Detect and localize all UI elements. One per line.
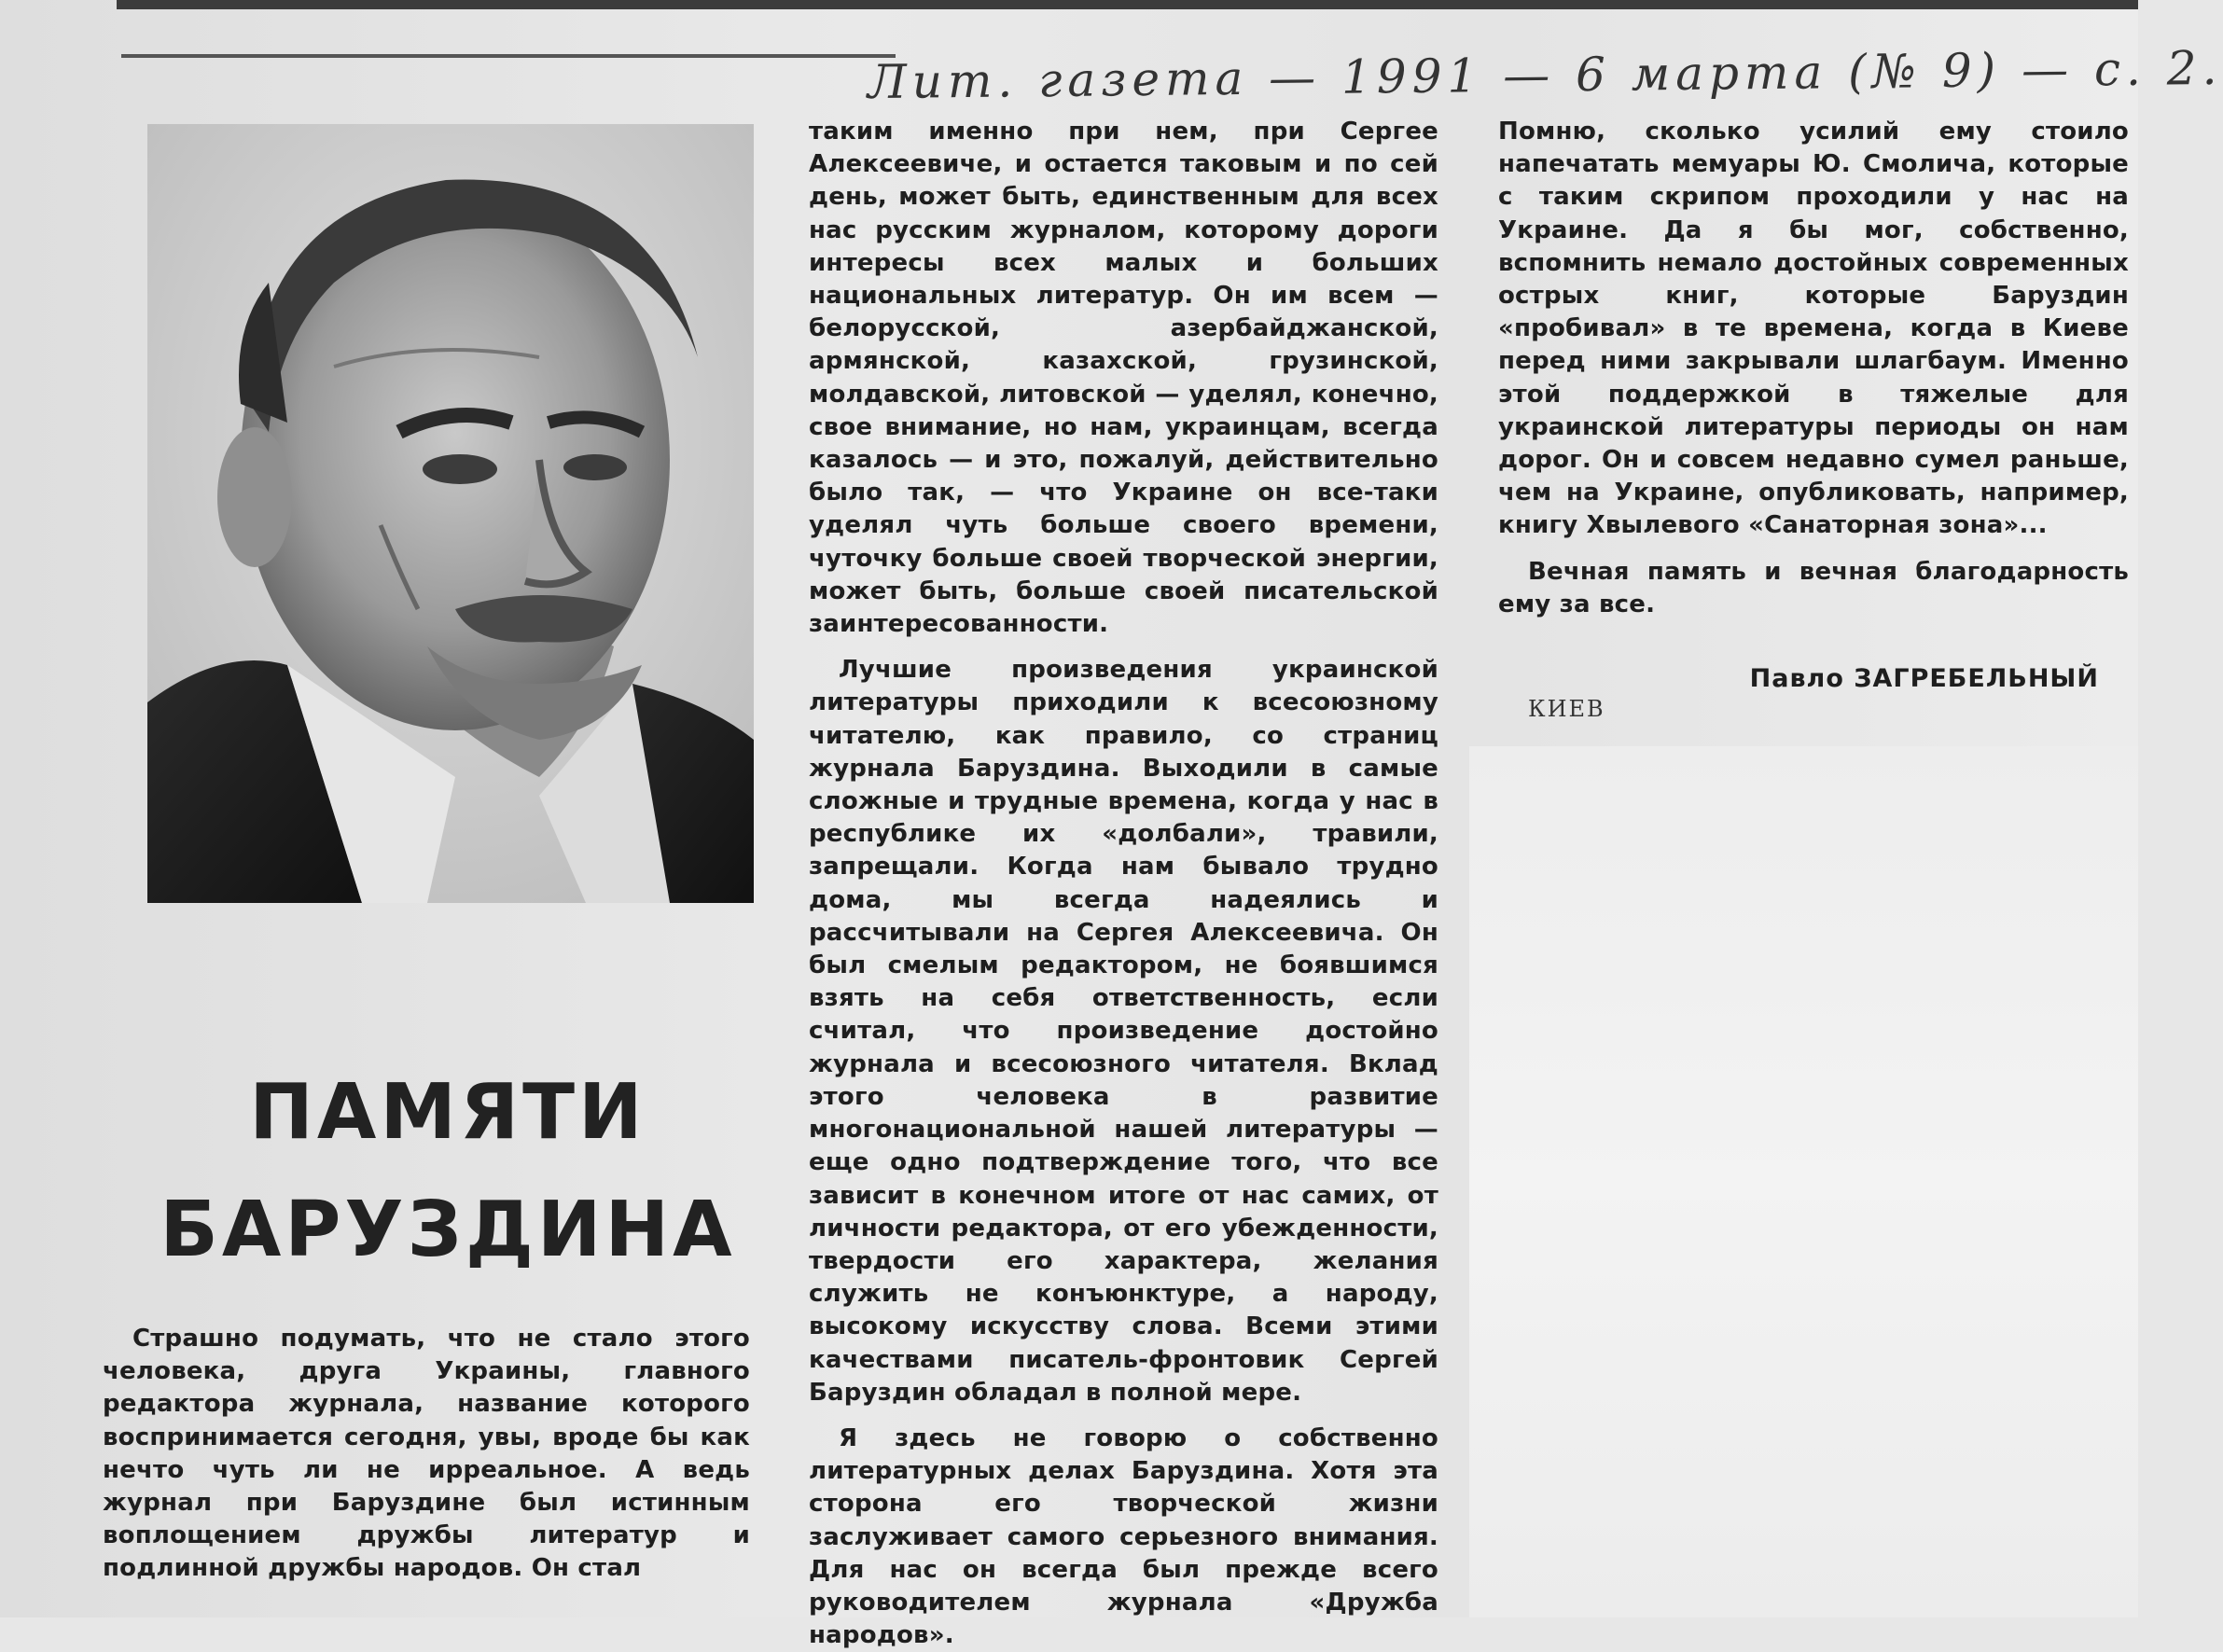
paragraph: Помню, сколько усилий ему стоило напечатать мемуары Ю. Смолича, которые с таким скрипом проходили у нас на Украине. Да я бы мог, собственно, вспомнить немало достойных современных острых книг, которые Баруздин «пробивал» в те времена, когда в Киеве перед ними закрывали шлагбаум. Именно этой поддержкой в тяжелые для украинской литературы периоды он нам дорог. Он и совсем недавно сумел раньше, чем на Украине, опубликовать, например, книгу Хвылевого «Санаторная зона»... <box>1498 118 2129 540</box>
paragraph: Страшно подумать, что не стало этого человека, друга Украины, главного редактора журнала, название которого воспринимается сегодня, увы, вроде бы как нечто чуть ли не ирреальное. А ведь журнал при Баруздине был истинным воплощением дружбы литератур и подлинной дружбы народов. Он стал <box>103 1325 750 1583</box>
paragraph: Вечная память и вечная благодарность ему за все. <box>1498 557 2129 618</box>
top-edge-band <box>117 0 2138 9</box>
portrait-photo <box>147 124 754 903</box>
handwritten-source-note: Лит. газета — 1991 — 6 марта (№ 9) — с. 2. <box>867 40 2223 110</box>
article-column-3 <box>1498 116 2129 621</box>
paragraph: Я здесь не говорю о собственно литературных делах Баруздина. Хотя эта сторона его творческой жизни заслуживает самого серьезного внимания. Для нас он всегда был прежде всего руководителем журнала «Дружба народов». <box>809 1423 1438 1650</box>
headline-line-2: БАРУЗДИНА <box>160 1186 736 1274</box>
paragraph: таким именно при нем, при Сергее Алексеевиче, и остается таковым и по сей день, может быть, единственным для всех нас русским журналом, которому дороги интересы всех малых и больших национальных литератур. Он им всем — белорусской, азербайджанской, армянской, казахской, грузинской, молдавской, литовской — уделял, конечно, свое внимание, но нам, украинцам, всегда казалось — и это, пожалуй, действительно было так, — что Украине он все-таки уделял чуть больше своего времени, чуточку больше своей творческой энергии, может быть, больше своей писательской заинтересованности. <box>809 118 1438 639</box>
article-headline <box>131 1054 765 1289</box>
article-column-1 <box>103 1323 750 1586</box>
dateline-city: КИЕВ <box>1528 696 1605 722</box>
top-rule <box>121 54 896 58</box>
portrait-photo-icon <box>147 124 754 903</box>
article-column-2 <box>809 116 1438 1652</box>
headline-line-1: ПАМЯТИ <box>249 1068 646 1157</box>
author-signature: Павло ЗАГРЕБЕЛЬНЫЙ <box>1749 664 2099 693</box>
blank-paper-area <box>1469 746 2138 1617</box>
paragraph: Лучшие произведения украинской литературы приходили к всесоюзному читателю, как правило, со страниц журнала Баруздина. Выходили в самые сложные и трудные времена, когда у нас в республике их «долбали», травили, запрещали. Когда нам бывало трудно дома, мы всегда надеялись и рассчитывали на Сергея Алексеевича. Он был смелым редактором, не боявшимся взять на себя ответственность, если считал, что произведение достойно журнала и всесоюзного читателя. Вклад этого человека в развитие многонациональной нашей литературы — еще одно подтверждение того, что все зависит в конечном итоге от нас самих, от личности редактора, от его убежденности, твердости его характера, желания служить не конъюнктуре, а народу, высокому искусству слова. Всеми этими качествами писатель-фронтовик Сергей Баруздин обладал в полной мере. <box>809 656 1438 1407</box>
